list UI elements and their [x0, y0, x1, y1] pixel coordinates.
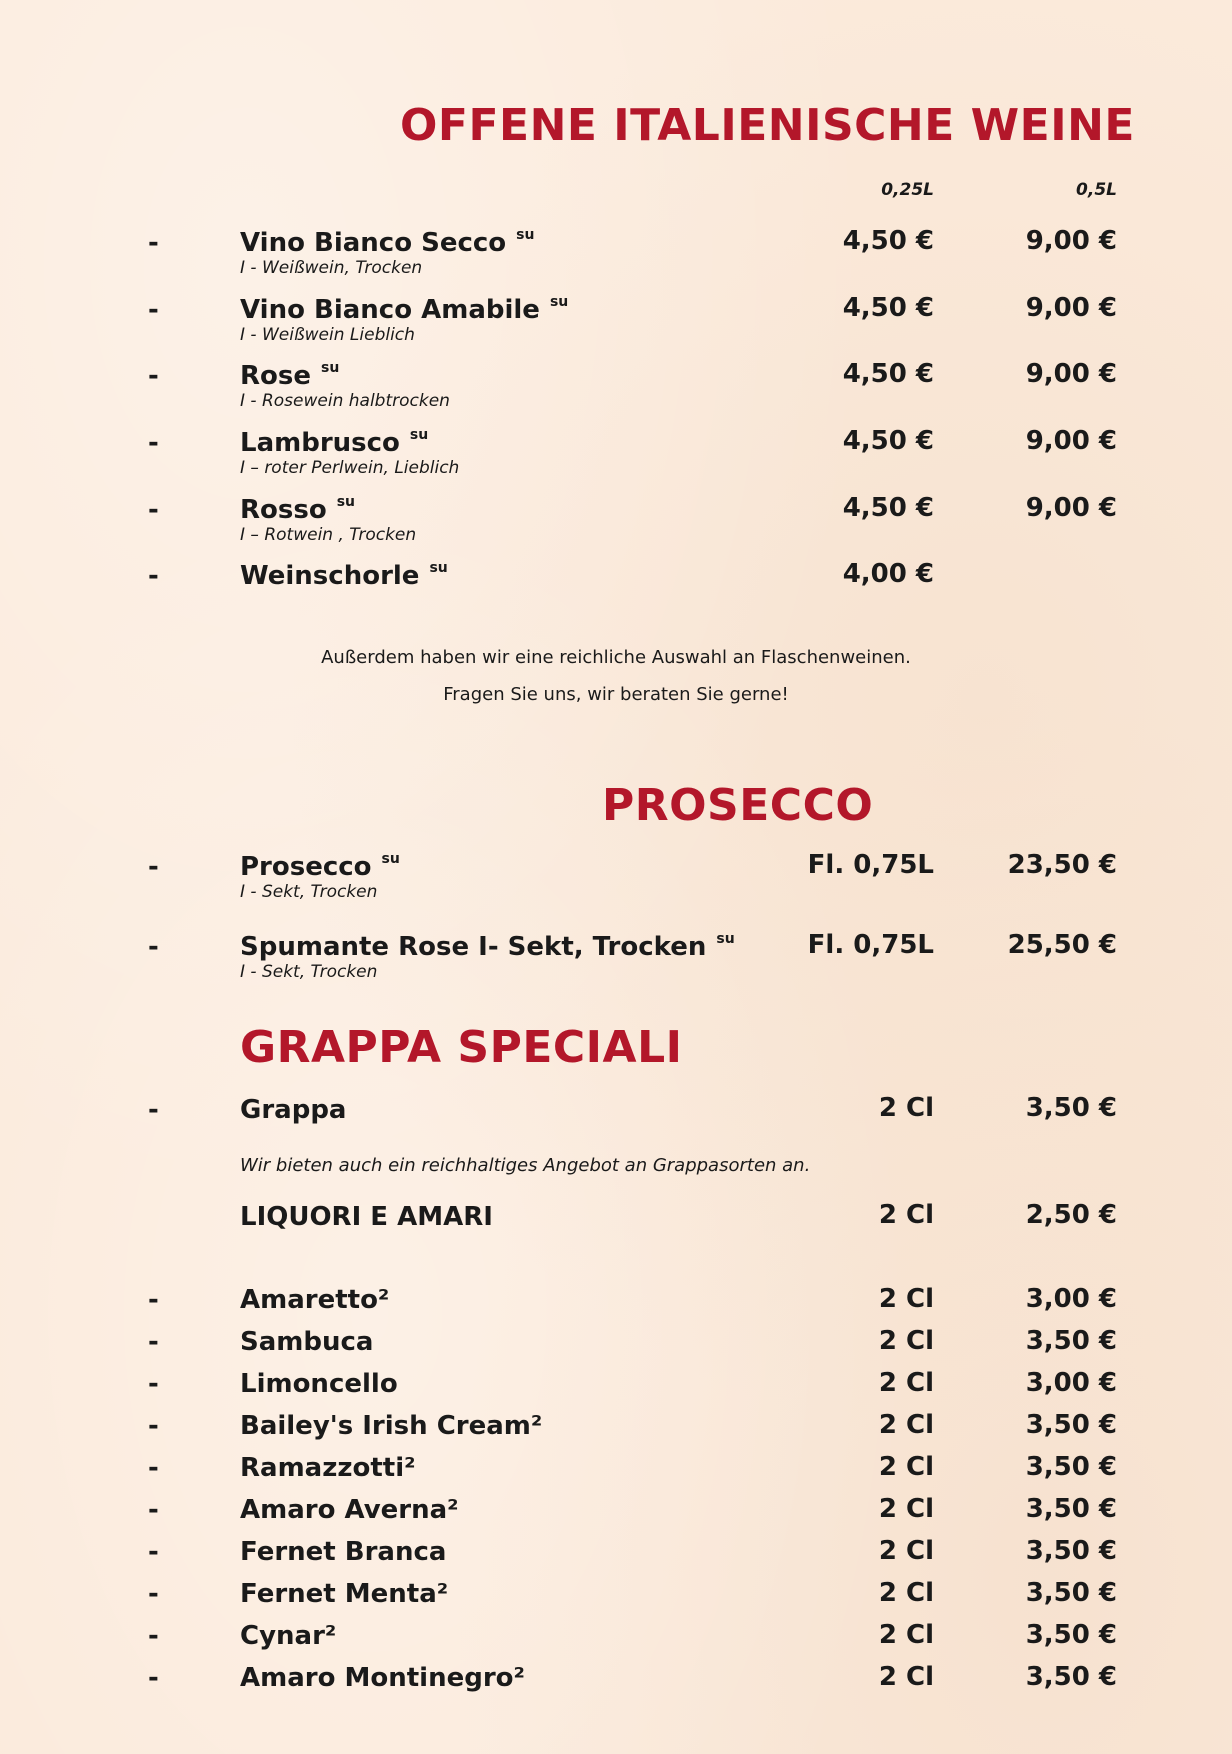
wine-price-05: 9,00 € — [1025, 359, 1117, 389]
liquor-name: Amaro Averna² — [240, 1495, 459, 1525]
grappa-price: 3,50 € — [1025, 1093, 1117, 1123]
allergen-sup: su — [336, 494, 356, 510]
liquor-name: Amaro Montinegro² — [240, 1663, 525, 1693]
allergen-sup: su — [381, 851, 400, 867]
list-dash: - — [148, 932, 159, 962]
wine-price-025: 4,50 € — [842, 226, 934, 256]
liquor-price: 3,50 € — [1025, 1578, 1117, 1608]
liquor-size: 2 Cl — [878, 1578, 934, 1608]
list-dash: - — [148, 1411, 159, 1441]
allergen-sup: su — [516, 227, 535, 243]
wine-name: Rose $^{su}$ — [240, 360, 340, 391]
liquori-heading: LIQUORI E AMARI — [240, 1202, 493, 1232]
wine-name: Vino Bianco Amabile $^{su}$ — [240, 294, 569, 325]
wines-heading: OFFENE ITALIENISCHE WEINE — [400, 100, 1135, 151]
list-dash: - — [148, 1621, 159, 1651]
list-dash: - — [148, 1327, 159, 1357]
wine-description: I – roter Perlwein, Lieblich — [240, 458, 460, 478]
liquor-size: 2 Cl — [878, 1326, 934, 1356]
prosecco-size: Fl. 0,75L — [807, 850, 934, 880]
wine-name: Lambrusco $^{su}$ — [240, 427, 429, 458]
wines-note-line2: Fragen Sie uns, wir beraten Sie gerne! — [443, 684, 789, 705]
wines-note-line1: Außerdem haben wir eine reichliche Auswahl an Flaschenweinen. — [321, 647, 911, 668]
prosecco-price: 23,50 € — [1007, 850, 1117, 880]
wine-description: I - Weißwein Lieblich — [240, 325, 415, 345]
wine-price-05: 9,00 € — [1025, 493, 1117, 523]
list-dash: - — [148, 1495, 159, 1525]
allergen-sup: su — [716, 931, 735, 947]
wine-name: Weinschorle $^{su}$ — [240, 560, 448, 591]
liquor-price: 3,00 € — [1025, 1284, 1117, 1314]
liquor-size: 2 Cl — [878, 1410, 934, 1440]
liquor-name: Sambuca — [240, 1327, 374, 1357]
list-dash: - — [148, 495, 159, 525]
grappa-heading: GRAPPA SPECIALI — [240, 1022, 683, 1073]
grappa-name: Grappa — [240, 1095, 347, 1125]
list-dash: - — [148, 1095, 159, 1125]
liquor-name: Amaretto² — [240, 1285, 390, 1315]
list-dash: - — [148, 361, 159, 391]
wine-price-025: 4,50 € — [842, 293, 934, 323]
grappa-note: Wir bieten auch ein reichhaltiges Angebot an Grappasorten an. — [240, 1155, 811, 1176]
liquor-name: Bailey's Irish Cream² — [240, 1411, 543, 1441]
list-dash: - — [148, 561, 159, 591]
liquori-size: 2 Cl — [878, 1200, 934, 1230]
liquor-name: Fernet Branca — [240, 1537, 447, 1567]
prosecco-name: Spumante Rose I- Sekt, Trocken $^{su}$ — [240, 931, 735, 962]
prosecco-size: Fl. 0,75L — [807, 930, 934, 960]
liquor-price: 3,50 € — [1025, 1452, 1117, 1482]
wine-price-025: 4,50 € — [842, 426, 934, 456]
wine-price-025: 4,00 € — [842, 559, 934, 589]
grappa-size: 2 Cl — [878, 1093, 934, 1123]
prosecco-heading: PROSECCO — [602, 780, 874, 831]
liquor-price: 3,50 € — [1025, 1536, 1117, 1566]
list-dash: - — [148, 295, 159, 325]
liquor-name: Limoncello — [240, 1369, 398, 1399]
liquor-name: Cynar² — [240, 1621, 337, 1651]
liquor-price: 3,50 € — [1025, 1326, 1117, 1356]
list-dash: - — [148, 428, 159, 458]
wine-description: I - Rosewein halbtrocken — [240, 391, 450, 411]
wine-name: Vino Bianco Secco $^{su}$ — [240, 227, 535, 258]
list-dash: - — [148, 1369, 159, 1399]
liquor-price: 3,50 € — [1025, 1494, 1117, 1524]
wine-description: I – Rotwein , Trocken — [240, 525, 417, 545]
liquor-size: 2 Cl — [878, 1662, 934, 1692]
prosecco-description: I - Sekt, Trocken — [240, 962, 378, 982]
list-dash: - — [148, 852, 159, 882]
liquor-price: 3,00 € — [1025, 1368, 1117, 1398]
allergen-sup: su — [429, 560, 448, 576]
liquor-price: 3,50 € — [1025, 1662, 1117, 1692]
liquor-size: 2 Cl — [878, 1284, 934, 1314]
col-unit-05: 0,5L — [1076, 180, 1117, 200]
liquor-size: 2 Cl — [878, 1620, 934, 1650]
liquor-name: Fernet Menta² — [240, 1579, 449, 1609]
liquor-size: 2 Cl — [878, 1368, 934, 1398]
prosecco-price: 25,50 € — [1007, 930, 1117, 960]
allergen-sup: su — [549, 294, 569, 310]
wine-price-05: 9,00 € — [1025, 426, 1117, 456]
wine-price-05: 9,00 € — [1025, 226, 1117, 256]
list-dash: - — [148, 1579, 159, 1609]
wine-name: Rosso $^{su}$ — [240, 494, 356, 525]
wine-description: I - Weißwein, Trocken — [240, 258, 423, 278]
wine-price-05: 9,00 € — [1025, 293, 1117, 323]
prosecco-description: I - Sekt, Trocken — [240, 882, 378, 902]
liquor-size: 2 Cl — [878, 1536, 934, 1566]
liquori-price: 2,50 € — [1025, 1200, 1117, 1230]
list-dash: - — [148, 1537, 159, 1567]
prosecco-name: Prosecco $^{su}$ — [240, 851, 400, 882]
wine-price-025: 4,50 € — [842, 493, 934, 523]
list-dash: - — [148, 1663, 159, 1693]
liquor-price: 3,50 € — [1025, 1410, 1117, 1440]
allergen-sup: su — [321, 360, 340, 376]
list-dash: - — [148, 1453, 159, 1483]
list-dash: - — [148, 228, 159, 258]
liquor-name: Ramazzotti² — [240, 1453, 416, 1483]
allergen-sup: su — [409, 427, 429, 443]
liquor-price: 3,50 € — [1025, 1620, 1117, 1650]
col-unit-025: 0,25L — [881, 180, 934, 200]
liquor-size: 2 Cl — [878, 1494, 934, 1524]
liquor-size: 2 Cl — [878, 1452, 934, 1482]
list-dash: - — [148, 1285, 159, 1315]
wine-price-025: 4,50 € — [842, 359, 934, 389]
